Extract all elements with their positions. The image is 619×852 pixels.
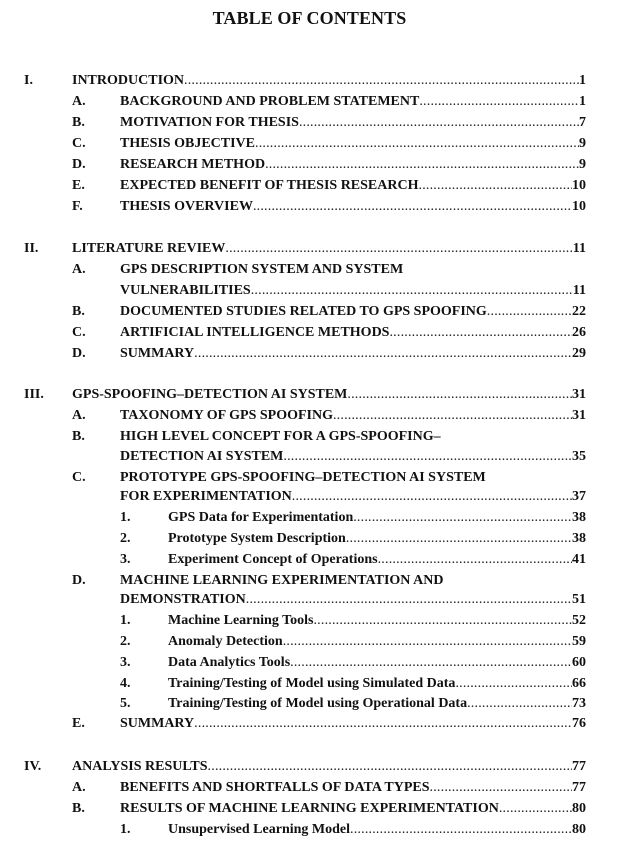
entry-title: DEMONSTRATION	[120, 592, 246, 607]
entry-title: EXPECTED BENEFIT OF THESIS RESEARCH	[120, 178, 419, 193]
entry-number: B.	[72, 304, 85, 319]
entry-title: RESEARCH METHOD	[120, 157, 266, 172]
toc-entry-section[interactable]	[0, 175, 619, 196]
entry-number: 5.	[120, 696, 131, 711]
entry-title: SUMMARY	[120, 716, 195, 731]
entry-title: VULNERABILITIES	[120, 283, 251, 298]
dot-leader	[353, 507, 572, 528]
entry-number: A.	[72, 780, 86, 795]
page-title: TABLE OF CONTENTS	[212, 8, 407, 28]
entry-page: 1	[579, 94, 586, 109]
entry-number: IV.	[24, 759, 42, 774]
dot-leader	[292, 486, 572, 507]
entry-page: 80	[572, 801, 586, 816]
entry-page: 31	[572, 408, 586, 423]
entry-page: 38	[572, 510, 586, 525]
entry-title-line1: GPS DESCRIPTION SYSTEM AND SYSTEM	[120, 262, 404, 277]
dot-leader	[194, 343, 572, 364]
entry-number: II.	[24, 241, 39, 256]
toc-entry-section[interactable]	[0, 112, 619, 133]
entry-number: 1.	[120, 613, 131, 628]
dot-leader	[430, 777, 572, 798]
dot-leader	[246, 589, 572, 610]
dot-leader	[350, 819, 572, 840]
dot-leader	[290, 652, 572, 673]
toc-entry-subsection[interactable]	[0, 631, 619, 652]
entry-number: 1.	[120, 510, 131, 525]
toc-entry-section[interactable]	[0, 486, 619, 507]
entry-page: 66	[572, 676, 586, 691]
dot-leader	[333, 405, 572, 426]
entry-title: ARTIFICIAL INTELLIGENCE METHODS	[120, 325, 390, 340]
entry-number: D.	[72, 346, 86, 361]
entry-title: BACKGROUND AND PROBLEM STATEMENT	[120, 94, 420, 109]
entry-title: ANALYSIS RESULTS	[72, 759, 208, 774]
dot-leader	[283, 631, 572, 652]
dot-leader	[313, 610, 572, 631]
entry-number: C.	[72, 470, 86, 485]
toc-entry-section-first-line[interactable]	[0, 426, 619, 447]
entry-title: GPS Data for Experimentation	[168, 510, 354, 525]
entry-number: 1.	[120, 822, 131, 837]
toc-entry-section[interactable]	[0, 405, 619, 426]
dot-leader	[225, 238, 572, 259]
entry-title: THESIS OVERVIEW	[120, 199, 253, 214]
entry-page: 80	[572, 822, 586, 837]
toc-entry-subsection[interactable]	[0, 528, 619, 549]
toc-entry-section[interactable]	[0, 446, 619, 467]
entry-page: 52	[572, 613, 586, 628]
entry-title: INTRODUCTION	[72, 73, 185, 88]
entry-number: 4.	[120, 676, 131, 691]
entry-page: 38	[572, 531, 586, 546]
entry-number: C.	[72, 325, 86, 340]
entry-title: DOCUMENTED STUDIES RELATED TO GPS SPOOFING	[120, 304, 487, 319]
toc-entry-section[interactable]	[0, 280, 619, 301]
toc-entry-section[interactable]	[0, 91, 619, 112]
toc-entry-subsection[interactable]	[0, 610, 619, 631]
entry-number: III.	[24, 387, 44, 402]
entry-title: Unsupervised Learning Model	[168, 822, 351, 837]
toc-entry-chapter[interactable]	[0, 70, 619, 91]
entry-title: MOTIVATION FOR THESIS	[120, 115, 299, 130]
entry-page: 51	[572, 592, 586, 607]
entry-number: C.	[72, 136, 86, 151]
entry-title-line1: PROTOTYPE GPS-SPOOFING–DETECTION AI SYSTEM	[120, 470, 486, 485]
entry-number: D.	[72, 573, 86, 588]
toc-entry-section[interactable]	[0, 133, 619, 154]
toc-entry-chapter[interactable]	[0, 384, 619, 405]
entry-page: 9	[579, 157, 586, 172]
entry-page: 77	[572, 780, 586, 795]
dot-leader	[467, 693, 572, 714]
dot-leader	[255, 133, 579, 154]
toc-entry-section[interactable]	[0, 196, 619, 217]
toc-entry-section[interactable]	[0, 322, 619, 343]
toc-entry-section[interactable]	[0, 713, 619, 734]
entry-title: DETECTION AI SYSTEM	[120, 449, 284, 464]
dot-leader	[184, 70, 579, 91]
entry-page: 31	[572, 387, 586, 402]
dot-leader	[419, 91, 579, 112]
toc-entry-section[interactable]	[0, 343, 619, 364]
toc-entry-chapter[interactable]	[0, 756, 619, 777]
toc-entry-subsection[interactable]	[0, 819, 619, 840]
entry-number: 2.	[120, 634, 131, 649]
toc-entry-section-first-line[interactable]	[0, 467, 619, 488]
entry-title-line1: HIGH LEVEL CONCEPT FOR A GPS-SPOOFING–	[120, 429, 441, 444]
entry-title: Anomaly Detection	[168, 634, 283, 649]
toc-entry-subsection[interactable]	[0, 693, 619, 714]
toc-entry-section[interactable]	[0, 777, 619, 798]
dot-leader	[347, 384, 572, 405]
entry-page: 77	[572, 759, 586, 774]
entry-title: Experiment Concept of Operations	[168, 552, 378, 567]
entry-title: Training/Testing of Model using Operational Data	[168, 696, 468, 711]
dot-leader	[251, 280, 573, 301]
dot-leader	[455, 673, 572, 694]
toc-entry-section[interactable]	[0, 798, 619, 819]
entry-page: 29	[572, 346, 586, 361]
entry-page: 76	[572, 716, 586, 731]
dot-leader	[346, 528, 572, 549]
entry-title: TAXONOMY OF GPS SPOOFING	[120, 408, 333, 423]
entry-title: RESULTS OF MACHINE LEARNING EXPERIMENTATION	[120, 801, 499, 816]
entry-title-line1: MACHINE LEARNING EXPERIMENTATION AND	[120, 573, 444, 588]
entry-title: BENEFITS AND SHORTFALLS OF DATA TYPES	[120, 780, 430, 795]
dot-leader	[283, 446, 572, 467]
entry-page: 26	[572, 325, 586, 340]
entry-title: Training/Testing of Model using Simulated Data	[168, 676, 456, 691]
entry-title: SUMMARY	[120, 346, 195, 361]
entry-number: A.	[72, 262, 86, 277]
dot-leader	[419, 175, 573, 196]
toc-entry-section-first-line[interactable]	[0, 570, 619, 591]
toc-entry-subsection[interactable]	[0, 673, 619, 694]
entry-page: 73	[572, 696, 586, 711]
toc-entry-section[interactable]	[0, 301, 619, 322]
entry-number: B.	[72, 429, 85, 444]
entry-number: B.	[72, 115, 85, 130]
entry-number: E.	[72, 178, 85, 193]
dot-leader	[389, 322, 572, 343]
entry-page: 10	[572, 178, 586, 193]
toc-entry-subsection[interactable]	[0, 652, 619, 673]
dot-leader	[378, 549, 572, 570]
dot-leader	[253, 196, 572, 217]
entry-page: 11	[572, 283, 586, 298]
entry-page: 41	[572, 552, 586, 567]
entry-title: Machine Learning Tools	[168, 613, 314, 628]
entry-title: GPS-SPOOFING–DETECTION AI SYSTEM	[72, 387, 348, 402]
entry-title: FOR EXPERIMENTATION	[120, 489, 292, 504]
entry-title: THESIS OBJECTIVE	[120, 136, 255, 151]
entry-page: 11	[572, 241, 586, 256]
entry-title: LITERATURE REVIEW	[72, 241, 226, 256]
entry-number: 3.	[120, 655, 131, 670]
entry-title: Data Analytics Tools	[168, 655, 291, 670]
dot-leader	[208, 756, 572, 777]
dot-leader	[299, 112, 579, 133]
entry-number: A.	[72, 94, 86, 109]
entry-number: F.	[72, 199, 83, 214]
toc-entry-chapter[interactable]	[0, 238, 619, 259]
entry-page: 35	[572, 449, 586, 464]
dot-leader	[265, 154, 579, 175]
toc-entry-subsection[interactable]	[0, 549, 619, 570]
entry-page: 59	[572, 634, 586, 649]
toc-entry-section[interactable]	[0, 154, 619, 175]
entry-page: 60	[572, 655, 586, 670]
entry-page: 1	[579, 73, 586, 88]
entry-number: 2.	[120, 531, 131, 546]
entry-number: I.	[24, 73, 33, 88]
entry-number: B.	[72, 801, 85, 816]
entry-number: E.	[72, 716, 85, 731]
entry-number: D.	[72, 157, 86, 172]
toc-entry-subsection[interactable]	[0, 507, 619, 528]
entry-page: 7	[579, 115, 586, 130]
entry-title: Prototype System Description	[168, 531, 346, 546]
entry-number: A.	[72, 408, 86, 423]
dot-leader	[487, 301, 572, 322]
entry-number: 3.	[120, 552, 131, 567]
entry-page: 22	[572, 304, 586, 319]
dot-leader	[194, 713, 572, 734]
toc-entry-section-first-line[interactable]	[0, 259, 619, 280]
entry-page: 10	[572, 199, 586, 214]
entry-page: 37	[572, 489, 586, 504]
entry-page: 9	[579, 136, 586, 151]
dot-leader	[499, 798, 572, 819]
toc-entry-section[interactable]	[0, 589, 619, 610]
